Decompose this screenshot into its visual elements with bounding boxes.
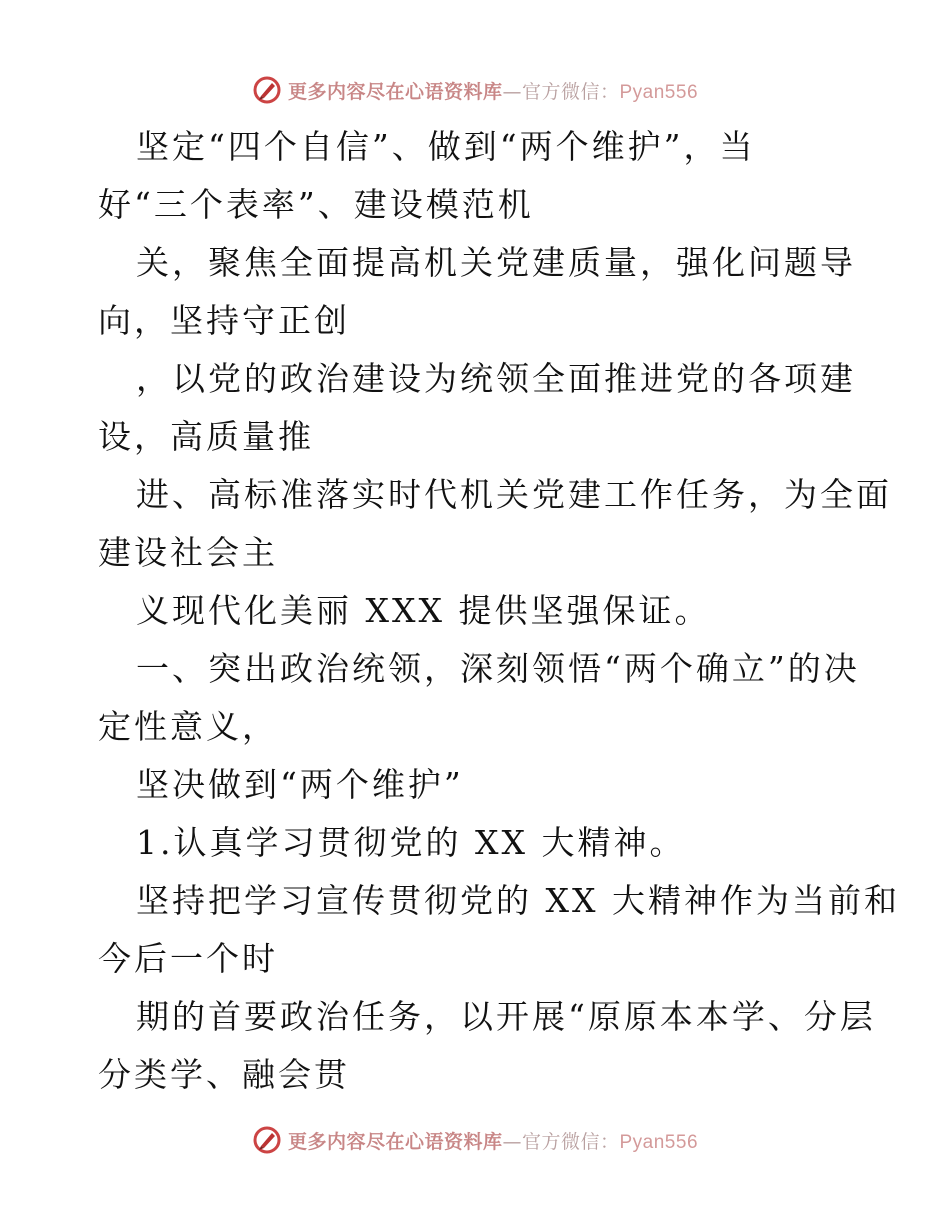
text-line: 定性意义， [98, 707, 278, 746]
text-line: 好“三个表率”、建设模范机 [98, 185, 534, 224]
text-line: 期的首要政治任务，以开展“原原本本学、分层 [136, 997, 876, 1036]
header-watermark-banner [0, 68, 950, 112]
banner-text [288, 1127, 698, 1154]
banner-wechat-label: 官方微信： [521, 1130, 620, 1153]
text-line: 关，聚焦全面提高机关党建质量，强化问题导 [136, 243, 856, 282]
text-line: 今后一个时 [98, 939, 278, 978]
text-line: 设，高质量推 [98, 417, 314, 456]
text-line: 分类学、融会贯 [98, 1055, 350, 1094]
banner-prefix: 更多内容尽在心语资料库 [287, 80, 503, 103]
banner-prefix: 更多内容尽在心语资料库 [287, 1130, 503, 1153]
banner-text [288, 77, 698, 104]
text-line: 向，坚持守正创 [98, 301, 350, 340]
banner-wechat-label: 官方微信： [521, 80, 620, 103]
pen-circle-logo-icon [252, 75, 282, 105]
banner-wechat-id: Pyan556 [619, 1131, 699, 1153]
text-line: 坚持把学习宣传贯彻党的 XX 大精神作为当前和 [136, 881, 900, 920]
text-line: 坚决做到“两个维护” [136, 765, 464, 804]
footer-watermark-banner [0, 1118, 950, 1162]
banner-dash: — [502, 80, 522, 103]
banner-dash: — [502, 1130, 522, 1153]
subsection-heading: 1.认真学习贯彻党的 XX 大精神。 [136, 823, 686, 862]
banner-wechat-id: Pyan556 [619, 81, 699, 103]
text-line: 坚定“四个自信”、做到“两个维护”，当 [136, 127, 756, 166]
text-line: ，以党的政治建设为统领全面推进党的各项建 [136, 359, 856, 398]
text-line: 进、高标准落实时代机关党建工作任务，为全面 [136, 475, 892, 514]
section-heading: 一、突出政治统领，深刻领悟“两个确立”的决 [136, 649, 860, 688]
text-line: 建设社会主 [98, 533, 278, 572]
pen-circle-logo-icon [252, 1125, 282, 1155]
text-line: 义现代化美丽 XXX 提供坚强保证。 [136, 591, 711, 630]
